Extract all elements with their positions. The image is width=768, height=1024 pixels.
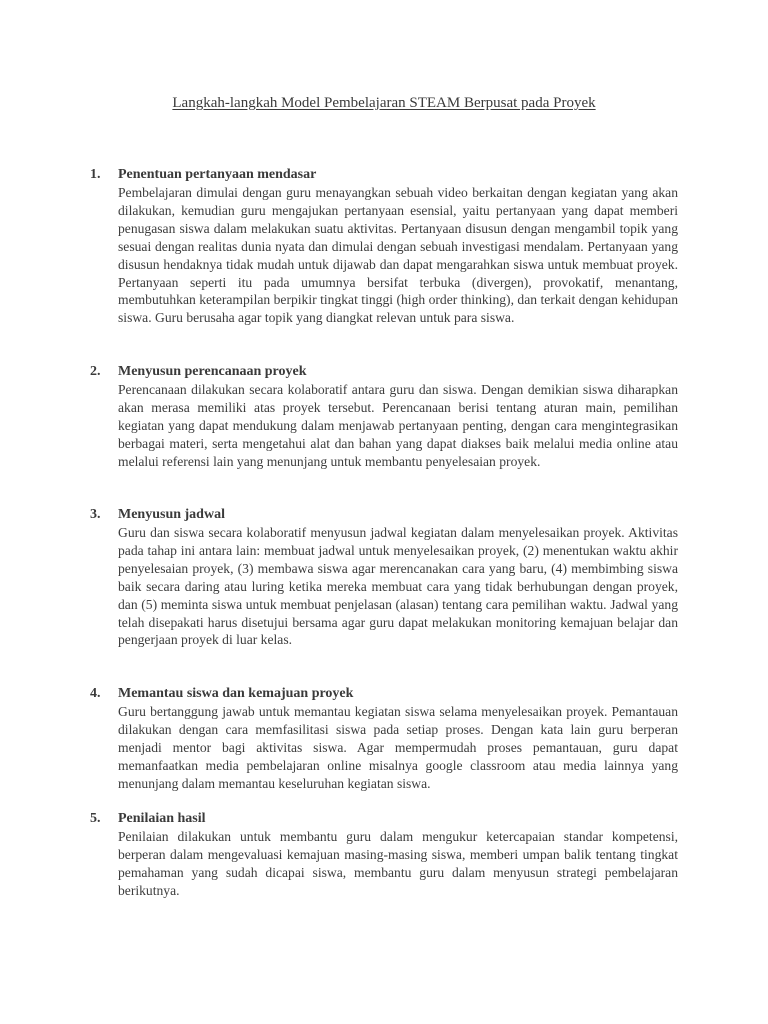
step-number: 2. (90, 364, 101, 379)
document-title: Langkah-langkah Model Pembelajaran STEAM Berpusat pada Proyek (172, 95, 596, 111)
step-heading: Memantau siswa dan kemajuan proyek (118, 686, 354, 701)
step-heading: Menyusun perencanaan proyek (118, 364, 307, 379)
step-body: Perencanaan dilakukan secara kolaboratif antara guru dan siswa. Dengan demikian siswa diharapkan akan merasa memiliki atas proyek tersebut. Perencanaan berisi tentang aturan main, pemilihan kegiatan yang dapat mendukung dalam menjawab pertanyaan penting, dengan cara mengintegrasikan berbagai materi, serta mengetahui alat dan bahan yang dapat diakses baik melalui media online atau melalui referensi lain yang menunjang untuk membantu penyelesaian proyek. (118, 382, 678, 469)
step-body: Penilaian dilakukan untuk membantu guru dalam mengukur ketercapaian standar kompetensi, berperan dalam mengevaluasi kemajuan masing-masing siswa, memberi umpan balik tentang tingkat pemahaman yang sudah dicapai siswa, membantu guru dalam menyusun strategi pembelajaran berikutnya. (118, 829, 678, 898)
step-number: 5. (90, 811, 101, 826)
step-body: Guru bertanggung jawab untuk memantau kegiatan siswa selama menyelesaikan proyek. Pemantauan dilakukan dengan cara memfasilitasi siswa pada setiap proses. Dengan kata lain guru berperan menjadi mentor bagi aktivitas siswa. Agar mempermudah proses pemantauan, guru dapat memanfaatkan media pembelajaran online misalnya google classroom atau media lainnya yang menunjang dalam memantau keseluruhan kegiatan siswa. (118, 704, 678, 791)
step-number: 1. (90, 167, 101, 182)
step-body: Pembelajaran dimulai dengan guru menayangkan sebuah video berkaitan dengan kegiatan yang akan dilakukan, kemudian guru mengajukan pertanyaan esensial, yaitu pertanyaan yang dapat memberi penugasan siswa dalam melakukan suatu aktivitas. Pertanyaan disusun dengan mengambil topik yang sesuai dengan realitas dunia nyata dan dimulai dengan sebuah investigasi mendalam. Pertanyaan yang disusun hendaknya tidak mudah untuk dijawab dan dapat mengarahkan siswa untuk membuat proyek. Pertanyaan seperti itu pada umumnya bersifat terbuka (divergen), provokatif, menantang, membutuhkan keterampilan berpikir tingkat tinggi (high order thinking), dan terkait dengan kehidupan siswa. Guru berusaha agar topik yang diangkat relevan untuk para siswa. (118, 185, 678, 326)
step-number: 4. (90, 686, 101, 701)
step-heading: Penentuan pertanyaan mendasar (118, 167, 317, 182)
step-number: 3. (90, 507, 101, 522)
step-heading: Menyusun jadwal (118, 507, 225, 522)
step-heading: Penilaian hasil (118, 811, 206, 826)
step-body: Guru dan siswa secara kolaboratif menyusun jadwal kegiatan dalam menyelesaikan proyek. Aktivitas pada tahap ini antara lain: membuat jadwal untuk menyelesaikan proyek, (2) menentukan waktu akhir penyelesaian proyek, (3) membawa siswa agar merencanakan cara yang baru, (4) membimbing siswa baik secara daring atau luring ketika mereka membuat cara yang tidak berhubungan dengan proyek, dan (5) meminta siswa untuk membuat penjelasan (alasan) tentang cara pemilihan waktu. Jadwal yang telah disepakati harus disetujui bersama agar guru dapat melakukan monitoring kemajuan belajar dan pengerjaan proyek di luar kelas. (118, 525, 678, 648)
